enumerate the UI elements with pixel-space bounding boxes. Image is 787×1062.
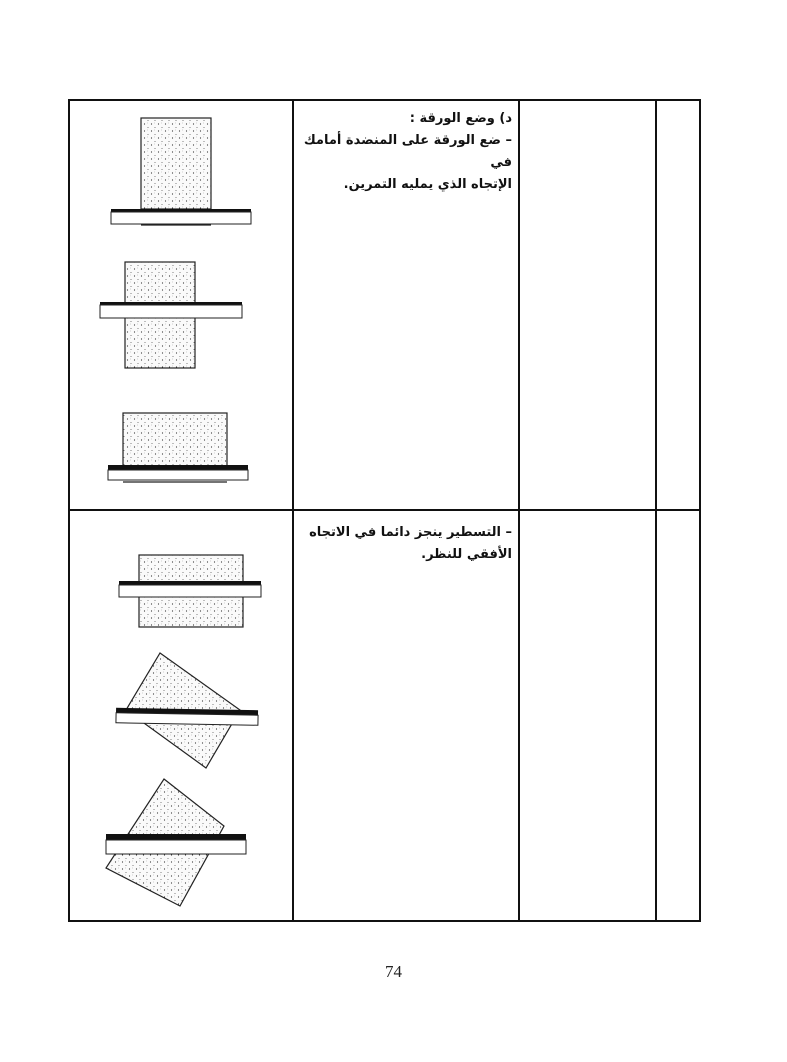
row-1-line-3: الإتجاه الذي يمليه التمرين. — [343, 177, 512, 192]
row-1-line-2: – ضع الورقة على المنضدة أمامك في — [303, 133, 512, 170]
tilted-paper-ruler-1-figure — [110, 650, 270, 772]
row-1-instructions — [300, 108, 512, 196]
page-number: 74 — [385, 962, 402, 981]
landscape-paper-ruler-centered-figure — [115, 553, 265, 631]
row-divider — [70, 509, 699, 511]
row-1-heading: د) وضع الورقة : — [409, 111, 512, 126]
row-2-line-1: – التسطير ينجز دائما في الاتجاه — [309, 525, 512, 540]
paper-behind-ruler-figure — [98, 260, 248, 372]
landscape-paper-above-ruler-figure — [105, 410, 255, 488]
row-2-line-2: الأفقي للنظر. — [421, 547, 512, 562]
row-2-instructions — [300, 522, 512, 566]
paper-above-ruler-figure — [108, 115, 258, 230]
tilted-paper-ruler-2-figure — [100, 776, 260, 910]
